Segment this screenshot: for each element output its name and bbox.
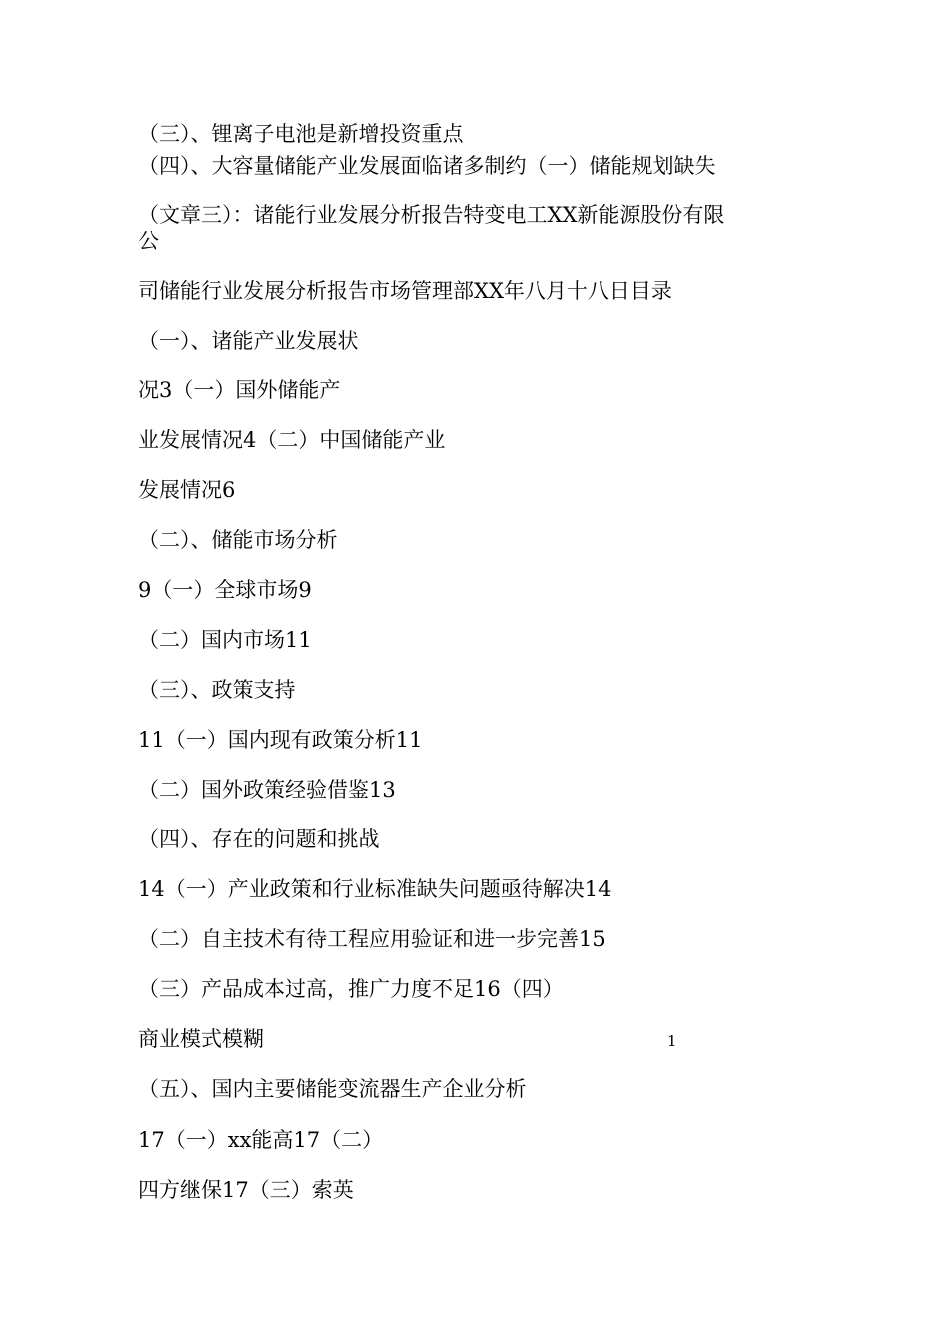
text-line: （五）、国内主要储能变流器生产企业分析 [138, 1077, 527, 1101]
text-line: 公 [138, 229, 159, 253]
text-line: （二）国外政策经验借鉴13 [138, 778, 396, 802]
text-line: （二）、储能市场分析 [138, 528, 338, 552]
text-line: （三）产品成本过高，推广力度不足16（四） [138, 977, 564, 1001]
page-number: 1 [667, 1032, 677, 1050]
text-line: 商业模式模糊 [138, 1027, 264, 1051]
text-line: 况3（一）国外储能产 [138, 378, 341, 402]
text-line: 四方继保17（三）索英 [138, 1178, 354, 1202]
text-line: （三）、政策支持 [138, 678, 296, 702]
text-line: （二）自主技术有待工程应用验证和进一步完善15 [138, 927, 606, 951]
text-line: （四）、大容量储能产业发展面临诸多制约（一）储能规划缺失 [138, 154, 716, 178]
text-line: （一）、诸能产业发展状 [138, 329, 359, 353]
text-line: 14（一）产业政策和行业标准缺失问题亟待解决14 [138, 877, 612, 901]
text-line: （文章三）：诸能行业发展分析报告特变电工XX新能源股份有限 [138, 203, 725, 227]
text-line: 11（一）国内现有政策分析11 [138, 728, 423, 752]
text-line: 业发展情况4（二）中国储能产业 [138, 428, 446, 452]
text-line: （三）、锂离子电池是新增投资重点 [138, 122, 464, 146]
text-line: 9（一）全球市场9 [138, 578, 312, 602]
text-line: （二）国内市场11 [138, 628, 312, 652]
text-line: 发展情况6 [138, 478, 236, 502]
text-line: 17（一）xx能高17（二） [138, 1128, 384, 1152]
text-line: （四）、存在的问题和挑战 [138, 827, 380, 851]
text-line: 司储能行业发展分析报告市场管理部XX年八月十八日目录 [138, 279, 672, 303]
